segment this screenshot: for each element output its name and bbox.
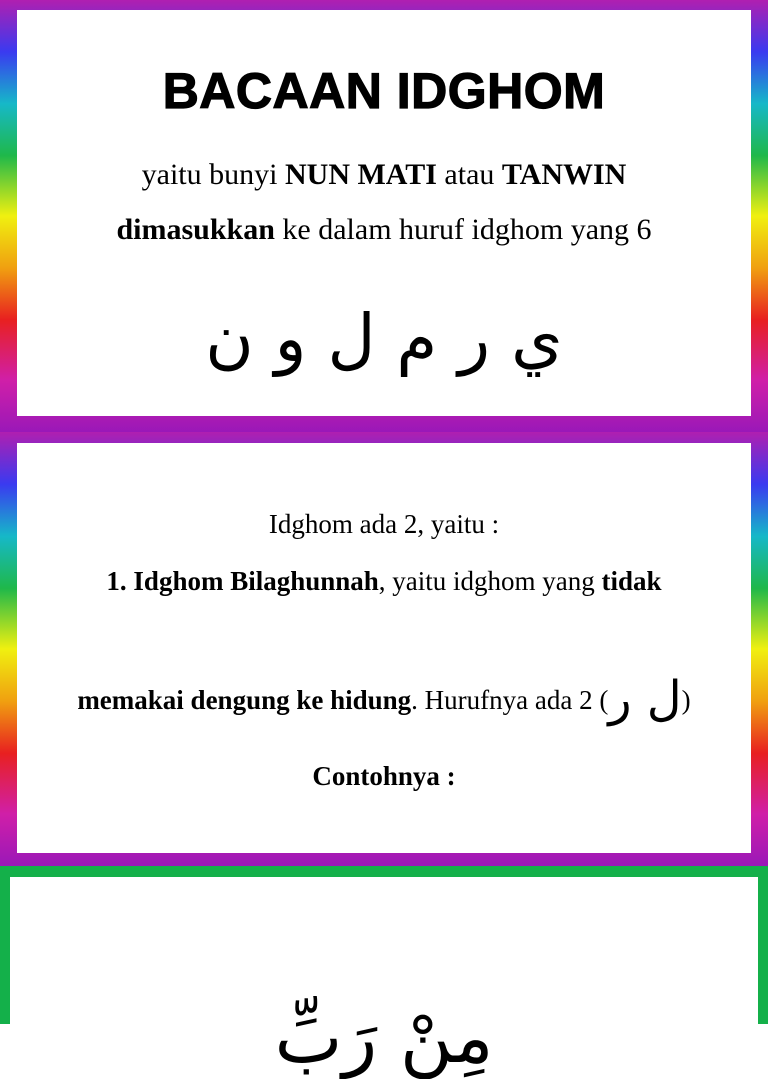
arabic-example: مِنْ رَبِّ: [274, 995, 494, 1079]
idghom-intro: Idghom ada 2, yaitu :: [268, 509, 500, 539]
bilaghunnah-line-2: memakai dengung ke hidung. Hurufnya ada 2 (ل ر): [77, 671, 691, 727]
example-label: Contohnya :: [312, 761, 456, 791]
bilaghunnah-letters: ل ر: [608, 671, 682, 727]
slide-2: [0, 432, 768, 866]
definition-line-1: yaitu bunyi NUN MATI atau TANWIN: [141, 158, 627, 191]
slide-title: BACAAN IDGHOM: [162, 63, 606, 119]
definition-line-2: dimasukkan ke dalam huruf idghom yang 6: [116, 213, 652, 246]
bilaghunnah-line-1: 1. Idghom Bilaghunnah, yaitu idghom yang tidak: [106, 566, 662, 596]
slide-1-content: [17, 10, 751, 416]
slide-1: [0, 0, 768, 432]
slide-3-content: [10, 877, 758, 1079]
idghom-letters: ي ر م ل و ن: [205, 300, 563, 377]
slide-2-content: [17, 443, 751, 853]
slide-3: [0, 866, 768, 1079]
